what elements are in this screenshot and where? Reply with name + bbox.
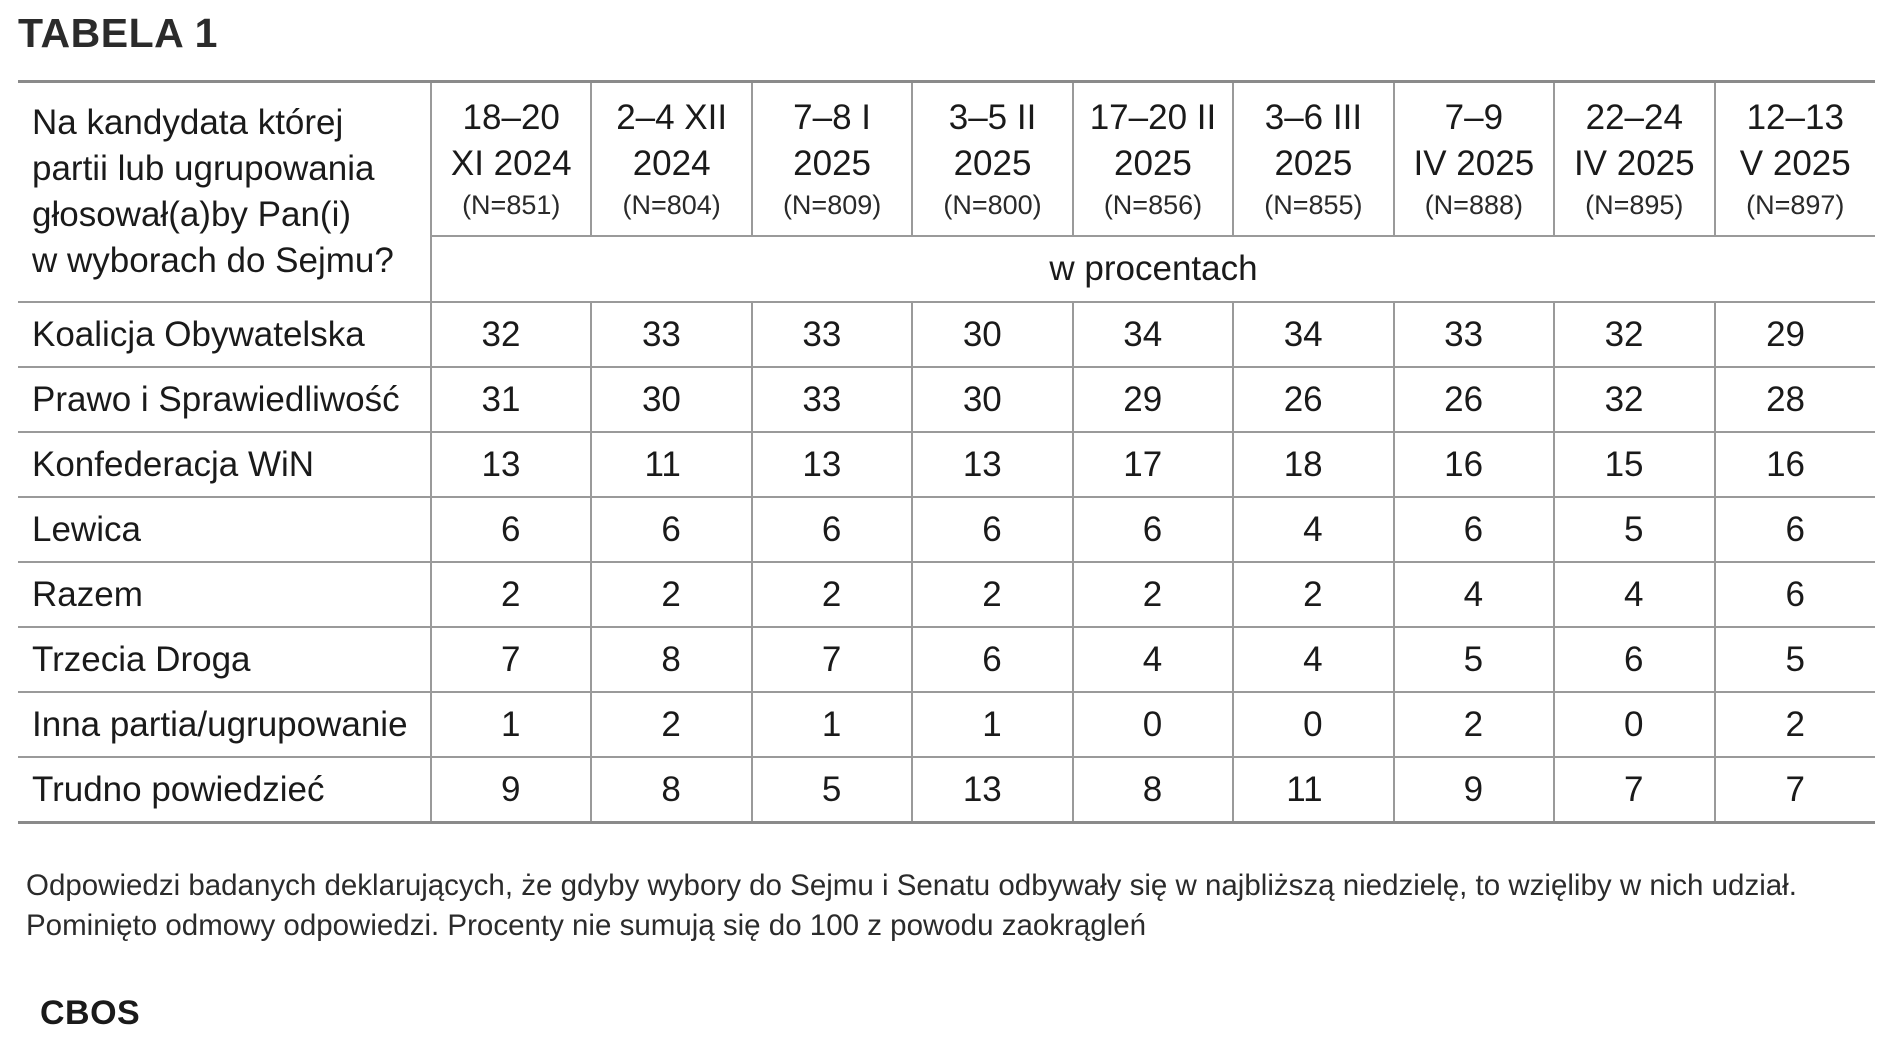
- column-sample-size: (N=895): [1585, 190, 1684, 220]
- column-header: [1073, 82, 1233, 237]
- table-cell-value: 5: [1554, 497, 1714, 562]
- table-cell-value: 2: [752, 562, 912, 627]
- table-cell-value: 4: [1233, 627, 1393, 692]
- column-sample-size: (N=809): [782, 190, 882, 220]
- table-cell-value: 34: [1233, 302, 1393, 367]
- question-line: partii lub ugrupowania: [32, 149, 375, 188]
- table-cell-value: 8: [591, 627, 751, 692]
- table-cell-value: 2: [1715, 692, 1876, 757]
- table-cell-value: 11: [591, 432, 751, 497]
- column-date-line: 12–13: [1746, 98, 1844, 137]
- table-cell-value: 13: [912, 432, 1072, 497]
- column-date-line: XI 2024: [450, 144, 572, 183]
- table-cell-value: 17: [1073, 432, 1233, 497]
- table-cell-value: 15: [1554, 432, 1714, 497]
- question-line: głosował(a)by Pan(i): [32, 195, 352, 234]
- column-sample-size: (N=804): [622, 190, 721, 220]
- unit-label: w procentach: [431, 236, 1875, 302]
- table-cell-value: 2: [912, 562, 1072, 627]
- table-cell-value: 6: [912, 497, 1072, 562]
- row-label: Lewica: [18, 497, 431, 562]
- table-row: [18, 627, 1875, 692]
- column-sample-size: (N=851): [462, 190, 561, 220]
- column-header: [431, 82, 591, 237]
- table-note: Odpowiedzi badanych deklarujących, że gdyby wybory do Sejmu i Senatu odbywały się w najbliższą niedzielę, to wzięliby w nich udział. Pominięto odmowy odpowiedzi. Procenty nie sumują się do 100 z powodu zaokrągleń: [26, 869, 1797, 942]
- table-cell-value: 2: [1233, 562, 1393, 627]
- table-cell-value: 31: [431, 367, 591, 432]
- column-header: [752, 82, 912, 237]
- column-date-line: 18–20: [462, 98, 560, 137]
- table-cell-value: 1: [912, 692, 1072, 757]
- table-cell-value: 33: [752, 302, 912, 367]
- table-cell-value: 7: [1554, 757, 1714, 823]
- table-cell-value: 33: [591, 302, 751, 367]
- table-row: [18, 497, 1875, 562]
- table-cell-value: 9: [1394, 757, 1554, 823]
- table-cell-value: 0: [1233, 692, 1393, 757]
- table-cell-value: 32: [1554, 302, 1714, 367]
- column-date-line: 2–4 XII: [616, 98, 728, 137]
- table-row: [18, 302, 1875, 367]
- column-date-line: 7–8 I: [793, 98, 872, 137]
- table-cell-value: 8: [591, 757, 751, 823]
- table-cell-value: 6: [431, 497, 591, 562]
- column-date-line: IV 2025: [1573, 144, 1695, 183]
- table-cell-value: 4: [1394, 562, 1554, 627]
- table-cell-value: 7: [431, 627, 591, 692]
- column-header: [912, 82, 1072, 237]
- question-line: Na kandydata której: [32, 103, 344, 142]
- table-cell-value: 2: [1073, 562, 1233, 627]
- table-cell-value: 16: [1715, 432, 1876, 497]
- table-cell-value: 5: [1715, 627, 1876, 692]
- table-cell-value: 29: [1073, 367, 1233, 432]
- column-header: [1233, 82, 1393, 237]
- column-date-line: 2025: [793, 144, 872, 183]
- header-row: [18, 82, 1875, 237]
- source-logo: CBOS: [40, 994, 141, 1032]
- column-date-line: 3–5 II: [948, 98, 1037, 137]
- table-cell-value: 6: [1073, 497, 1233, 562]
- table-cell-value: 0: [1554, 692, 1714, 757]
- column-date-line: 22–24: [1585, 98, 1683, 137]
- column-sample-size: (N=856): [1103, 190, 1203, 220]
- table-row: [18, 757, 1875, 823]
- table-cell-value: 6: [752, 497, 912, 562]
- table-cell-value: 30: [912, 302, 1072, 367]
- row-label: Trudno powiedzieć: [18, 757, 431, 823]
- table-cell-value: 6: [1554, 627, 1714, 692]
- column-date-line: 2025: [953, 144, 1032, 183]
- column-header: [1554, 82, 1714, 237]
- results-table-container: [18, 80, 1875, 824]
- table-cell-value: 16: [1394, 432, 1554, 497]
- column-sample-size: (N=897): [1746, 190, 1845, 220]
- table-cell-value: 13: [431, 432, 591, 497]
- column-date-line: V 2025: [1739, 144, 1851, 183]
- table-cell-value: 2: [591, 562, 751, 627]
- table-cell-value: 33: [752, 367, 912, 432]
- table-cell-value: 29: [1715, 302, 1876, 367]
- table-cell-value: 28: [1715, 367, 1876, 432]
- table-row: [18, 562, 1875, 627]
- table-body: [18, 302, 1875, 823]
- table-cell-value: 26: [1394, 367, 1554, 432]
- row-label: Konfederacja WiN: [18, 432, 431, 497]
- table-cell-value: 13: [912, 757, 1072, 823]
- table-cell-value: 4: [1073, 627, 1233, 692]
- table-cell-value: 8: [1073, 757, 1233, 823]
- column-header: [1394, 82, 1554, 237]
- question-line: w wyborach do Sejmu?: [32, 241, 394, 280]
- table-cell-value: 30: [912, 367, 1072, 432]
- table-cell-value: 32: [1554, 367, 1714, 432]
- table-cell-value: 2: [591, 692, 751, 757]
- table-cell-value: 9: [431, 757, 591, 823]
- table-cell-value: 4: [1554, 562, 1714, 627]
- table-cell-value: 0: [1073, 692, 1233, 757]
- table-cell-value: 1: [752, 692, 912, 757]
- table-cell-value: 33: [1394, 302, 1554, 367]
- question-header: [18, 82, 431, 303]
- column-date-line: 3–6 III: [1264, 98, 1363, 137]
- column-sample-size: (N=855): [1264, 190, 1363, 220]
- table-cell-value: 26: [1233, 367, 1393, 432]
- results-table: [18, 80, 1875, 824]
- table-cell-value: 7: [752, 627, 912, 692]
- table-cell-value: 6: [591, 497, 751, 562]
- table-cell-value: 13: [752, 432, 912, 497]
- column-sample-size: (N=888): [1424, 190, 1523, 220]
- row-label: Inna partia/ugrupowanie: [18, 692, 431, 757]
- table-cell-value: 6: [912, 627, 1072, 692]
- table-cell-value: 2: [431, 562, 591, 627]
- table-row: [18, 367, 1875, 432]
- table-title: TABELA 1: [18, 10, 218, 56]
- row-label: Koalicja Obywatelska: [18, 302, 431, 367]
- row-label: Trzecia Droga: [18, 627, 431, 692]
- table-row: [18, 432, 1875, 497]
- table-cell-value: 6: [1715, 497, 1876, 562]
- table-cell-value: 18: [1233, 432, 1393, 497]
- column-date-line: 17–20 II: [1089, 98, 1217, 137]
- table-cell-value: 1: [431, 692, 591, 757]
- table-cell-value: 30: [591, 367, 751, 432]
- column-sample-size: (N=800): [943, 190, 1042, 220]
- column-date-line: 2024: [632, 144, 711, 183]
- column-header: [1715, 82, 1876, 237]
- table-cell-value: 5: [752, 757, 912, 823]
- table-cell-value: 7: [1715, 757, 1876, 823]
- table-cell-value: 6: [1394, 497, 1554, 562]
- row-label: Razem: [18, 562, 431, 627]
- column-date-line: 2025: [1274, 144, 1353, 183]
- column-date-line: 2025: [1114, 144, 1192, 183]
- table-cell-value: 34: [1073, 302, 1233, 367]
- table-cell-value: 5: [1394, 627, 1554, 692]
- table-cell-value: 4: [1233, 497, 1393, 562]
- column-date-line: 7–9: [1444, 98, 1504, 137]
- table-cell-value: 32: [431, 302, 591, 367]
- table-cell-value: 2: [1394, 692, 1554, 757]
- table-cell-value: 11: [1233, 757, 1393, 823]
- table-row: [18, 692, 1875, 757]
- column-header: [591, 82, 751, 237]
- row-label: Prawo i Sprawiedliwość: [18, 367, 431, 432]
- table-cell-value: 6: [1715, 562, 1876, 627]
- column-date-line: IV 2025: [1413, 144, 1535, 183]
